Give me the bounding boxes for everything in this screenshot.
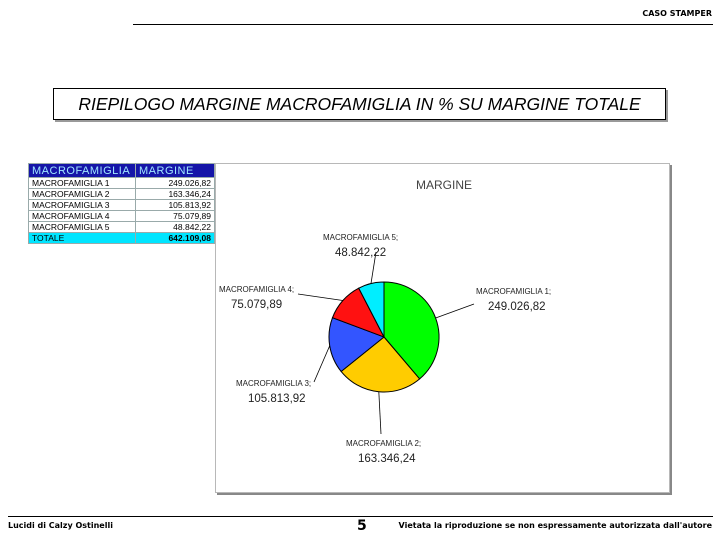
leader-line [379,392,381,434]
table-cell-value: 105.813,92 [136,200,215,211]
table-total-value: 642.109,08 [136,233,215,244]
leader-line [436,304,474,318]
slice-value-label: 163.346,24 [358,453,416,465]
footer-copyright: Vietata la riproduzione se non espressamente autorizzata dall'autore [398,521,712,530]
table-cell-name: MACROFAMIGLIA 3 [29,200,136,211]
slice-label: MACROFAMIGLIA 5; [323,233,399,242]
summary-table [28,163,215,244]
slice-value-label: 105.813,92 [248,393,306,405]
top-rule [133,24,713,25]
table-cell-name: MACROFAMIGLIA 1 [29,178,136,189]
footer-author: Lucidi di Calzy Ostinelli [8,521,113,530]
table-cell-name: MACROFAMIGLIA 4 [29,211,136,222]
slice-value-label: 249.026,82 [488,301,546,313]
leader-line [314,346,330,382]
table-cell-value: 48.842,22 [136,222,215,233]
table-row [29,189,215,200]
chart-frame [215,163,670,493]
page-number: 5 [357,518,367,534]
slide-title: RIEPILOGO MARGINE MACROFAMIGLIA IN % SU MARGINE TOTALE [53,88,666,120]
leader-line [298,294,343,301]
slice-label: MACROFAMIGLIA 3; [236,379,312,388]
table-total-label: TOTALE [29,233,136,244]
table-header-macrofamiglia: MACROFAMIGLIA [29,164,136,178]
slice-label: MACROFAMIGLIA 2; [346,439,422,448]
slice-label: MACROFAMIGLIA 1; [476,287,552,296]
slice-value-label: 48.842,22 [335,247,387,259]
table-row [29,222,215,233]
table-cell-value: 163.346,24 [136,189,215,200]
slice-label: MACROFAMIGLIA 4; [219,285,295,294]
table-cell-value: 249.026,82 [136,178,215,189]
table-cell-name: MACROFAMIGLIA 5 [29,222,136,233]
table-row [29,200,215,211]
table-header-row [29,164,215,178]
bottom-rule [8,516,713,517]
table-row [29,178,215,189]
table-row [29,211,215,222]
table-cell-value: 75.079,89 [136,211,215,222]
chart-title: MARGINE [415,178,473,192]
table-cell-name: MACROFAMIGLIA 2 [29,189,136,200]
slice-value-label: 75.079,89 [231,299,283,311]
pie-chart [216,164,669,492]
table-header-margine: MARGINE [136,164,215,178]
table-total-row [29,233,215,244]
case-label: CASO STAMPER [642,9,712,18]
